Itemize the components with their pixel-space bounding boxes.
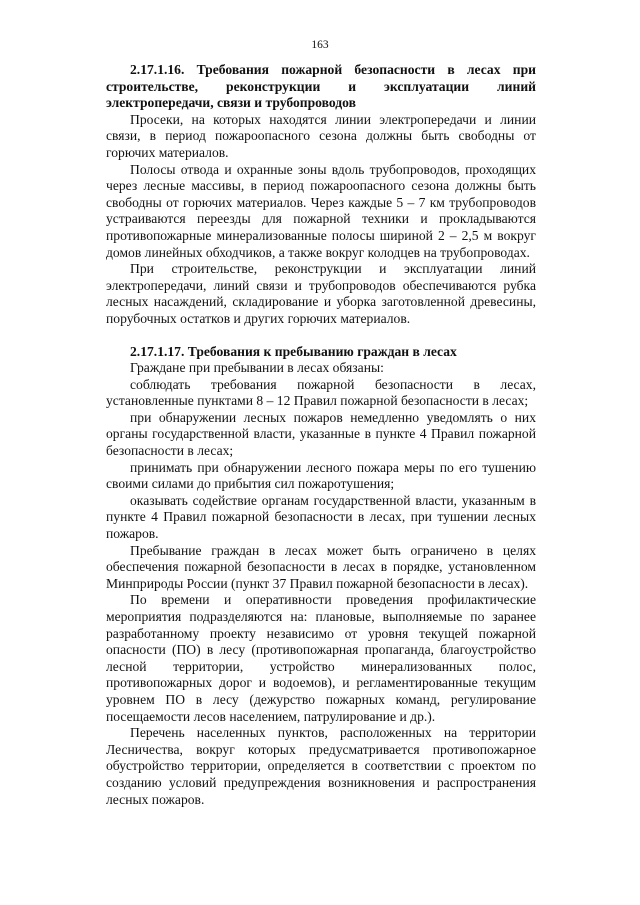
paragraph: соблюдать требования пожарной безопасности в лесах, установленные пунктами 8 – 12 Правил пожарной безопасности в лесах; xyxy=(106,376,536,409)
section-heading: 2.17.1.17. Требования к пребыванию граждан в лесах xyxy=(130,343,457,359)
page-content xyxy=(106,62,536,808)
section-citizens-in-forests xyxy=(106,344,536,809)
paragraph: Полосы отвода и охранные зоны вдоль трубопроводов, проходящих через лесные массивы, в период пожароопасного сезона должны быть свободны от горючих материалов. Через каждые 5 – 7 км трубопроводов устраиваются переезды для пожарной техники и прокладываются противопожарные минерализованные полосы шириной 2 – 2,5 м вокруг домов линейных обходчиков, а также вокруг колодцев на трубопроводах. xyxy=(106,161,536,260)
section-power-lines xyxy=(106,62,536,328)
paragraph: Просеки, на которых находятся линии электропередачи и линии связи, в период пожароопасного сезона должны быть свободны от горючих материалов. xyxy=(106,111,536,160)
section-heading: 2.17.1.16. Требования пожарной безопасности в лесах при строительстве, реконструкции и эксплуатации линий электропередачи, связи и трубопроводов xyxy=(106,62,536,111)
paragraph: Граждане при пребывании в лесах обязаны: xyxy=(130,360,384,376)
paragraph: принимать при обнаружении лесного пожара меры по его тушению своими силами до прибытия сил пожаротушения; xyxy=(106,459,536,492)
paragraph: При строительстве, реконструкции и эксплуатации линий электропередачи, линий связи и трубопроводов обеспечиваются рубка лесных насаждений, складирование и уборка заготовленной древесины, порубочных остатков и других горючих материалов. xyxy=(106,261,536,326)
paragraph: оказывать содействие органам государственной власти, указанным в пункте 4 Правил пожарной безопасности в лесах, при тушении лесных пожаров. xyxy=(106,492,536,542)
page-number: 163 xyxy=(311,39,329,51)
paragraph: Пребывание граждан в лесах может быть ограничено в целях обеспечения пожарной безопасности в лесах в порядке, установленном Минприроды России (пункт 37 Правил пожарной безопасности в лесах). xyxy=(106,542,536,591)
paragraph: при обнаружении лесных пожаров немедленно уведомлять о них органы государственной власти, указанные в пункте 4 Правил пожарной безопасности в лесах; xyxy=(106,409,536,459)
section-spacer xyxy=(106,328,536,344)
paragraph: Перечень населенных пунктов, расположенных на территории Лесничества, вокруг которых предусматривается противопожарное обустройство территории, определяется в соответствии с проектом по созданию условий предупреждения возникновения и распространения лесных пожаров. xyxy=(106,725,536,807)
paragraph: По времени и оперативности проведения профилактические мероприятия подразделяются на: плановые, выполняемые по заранее разработанному проекту независимо от уровня текущей пожарной опасности (ПО) в лесу (противопожарная пропаганда, благоустройство лесной территории, устройство минерализованных полос, противопожарных дорог и водоемов), и регламентированные текущим уровнем ПО в лесу (дежурство пожарных команд, регулирование посещаемости лесов населением, патрулирование и др.). xyxy=(106,592,536,724)
